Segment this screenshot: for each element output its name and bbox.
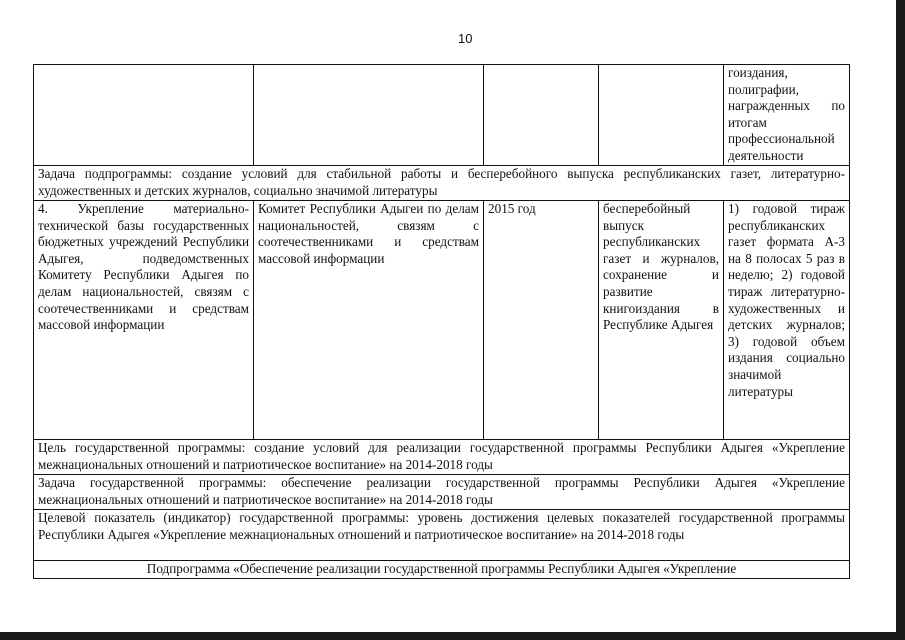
table-row bbox=[34, 440, 850, 475]
table-row bbox=[34, 510, 850, 561]
table-row bbox=[34, 166, 850, 201]
result-cell: бесперебойный выпуск республиканских газет и журналов, сохранение и развитие книгоиздания в Республике Адыгея bbox=[599, 201, 724, 440]
program-goal-row: Цель государственной программы: создание условий для реализации государственной программы Республики Адыгея «Укрепление межнациональных отношений и патриотическое воспитание» на 2014-2018 годы bbox=[34, 440, 850, 475]
table-cell bbox=[599, 65, 724, 166]
page-number: 10 bbox=[458, 31, 473, 46]
subprogram-title-row: Подпрограмма «Обеспечение реализации государственной программы Республики Адыгея «Укрепление bbox=[34, 561, 850, 579]
table-row bbox=[34, 65, 850, 166]
program-table bbox=[33, 64, 850, 579]
table-row bbox=[34, 475, 850, 510]
scan-edge-right bbox=[896, 0, 905, 640]
scan-edge-bottom bbox=[0, 632, 905, 640]
period-cell: 2015 год bbox=[484, 201, 599, 440]
table-row bbox=[34, 201, 850, 440]
top-row-col5: гоиздания, полиграфии, награжденных по итогам профессиональной деятельности bbox=[724, 65, 850, 166]
table-row bbox=[34, 561, 850, 579]
subprogram-task-row: Задача подпрограммы: создание условий для стабильной работы и бесперебойного выпуска республиканских газет, литературно-художественных и детских журналов, социально значимой литературы bbox=[34, 166, 850, 201]
table-cell bbox=[484, 65, 599, 166]
table-cell bbox=[254, 65, 484, 166]
indicators-cell: 1) годовой тираж республиканских газет формата А-3 на 8 полосах 5 раз в неделю; 2) годовой тираж литературно-художественных и детских журналов; 3) годовой объем издания социально значимой литературы bbox=[724, 201, 850, 440]
measure-cell: 4. Укрепление материально-технической базы государственных бюджетных учреждений Республики Адыгея, подведомственных Комитету Республики Адыгея по делам национальностей, связям с соотечественниками и средствам массовой информации bbox=[34, 201, 254, 440]
program-indicator-row: Целевой показатель (индикатор) государственной программы: уровень достижения целевых показателей государственной программы Республики Адыгея «Укрепление межнациональных отношений и патриотическое воспитание» на 2014-2018 годы bbox=[34, 510, 850, 561]
executor-cell: Комитет Республики Адыгеи по делам национальностей, связям с соотечественниками и средствам массовой информации bbox=[254, 201, 484, 440]
program-task-row: Задача государственной программы: обеспечение реализации государственной программы Республики Адыгея «Укрепление межнациональных отношений и патриотическое воспитание» на 2014-2018 годы bbox=[34, 475, 850, 510]
table-cell bbox=[34, 65, 254, 166]
